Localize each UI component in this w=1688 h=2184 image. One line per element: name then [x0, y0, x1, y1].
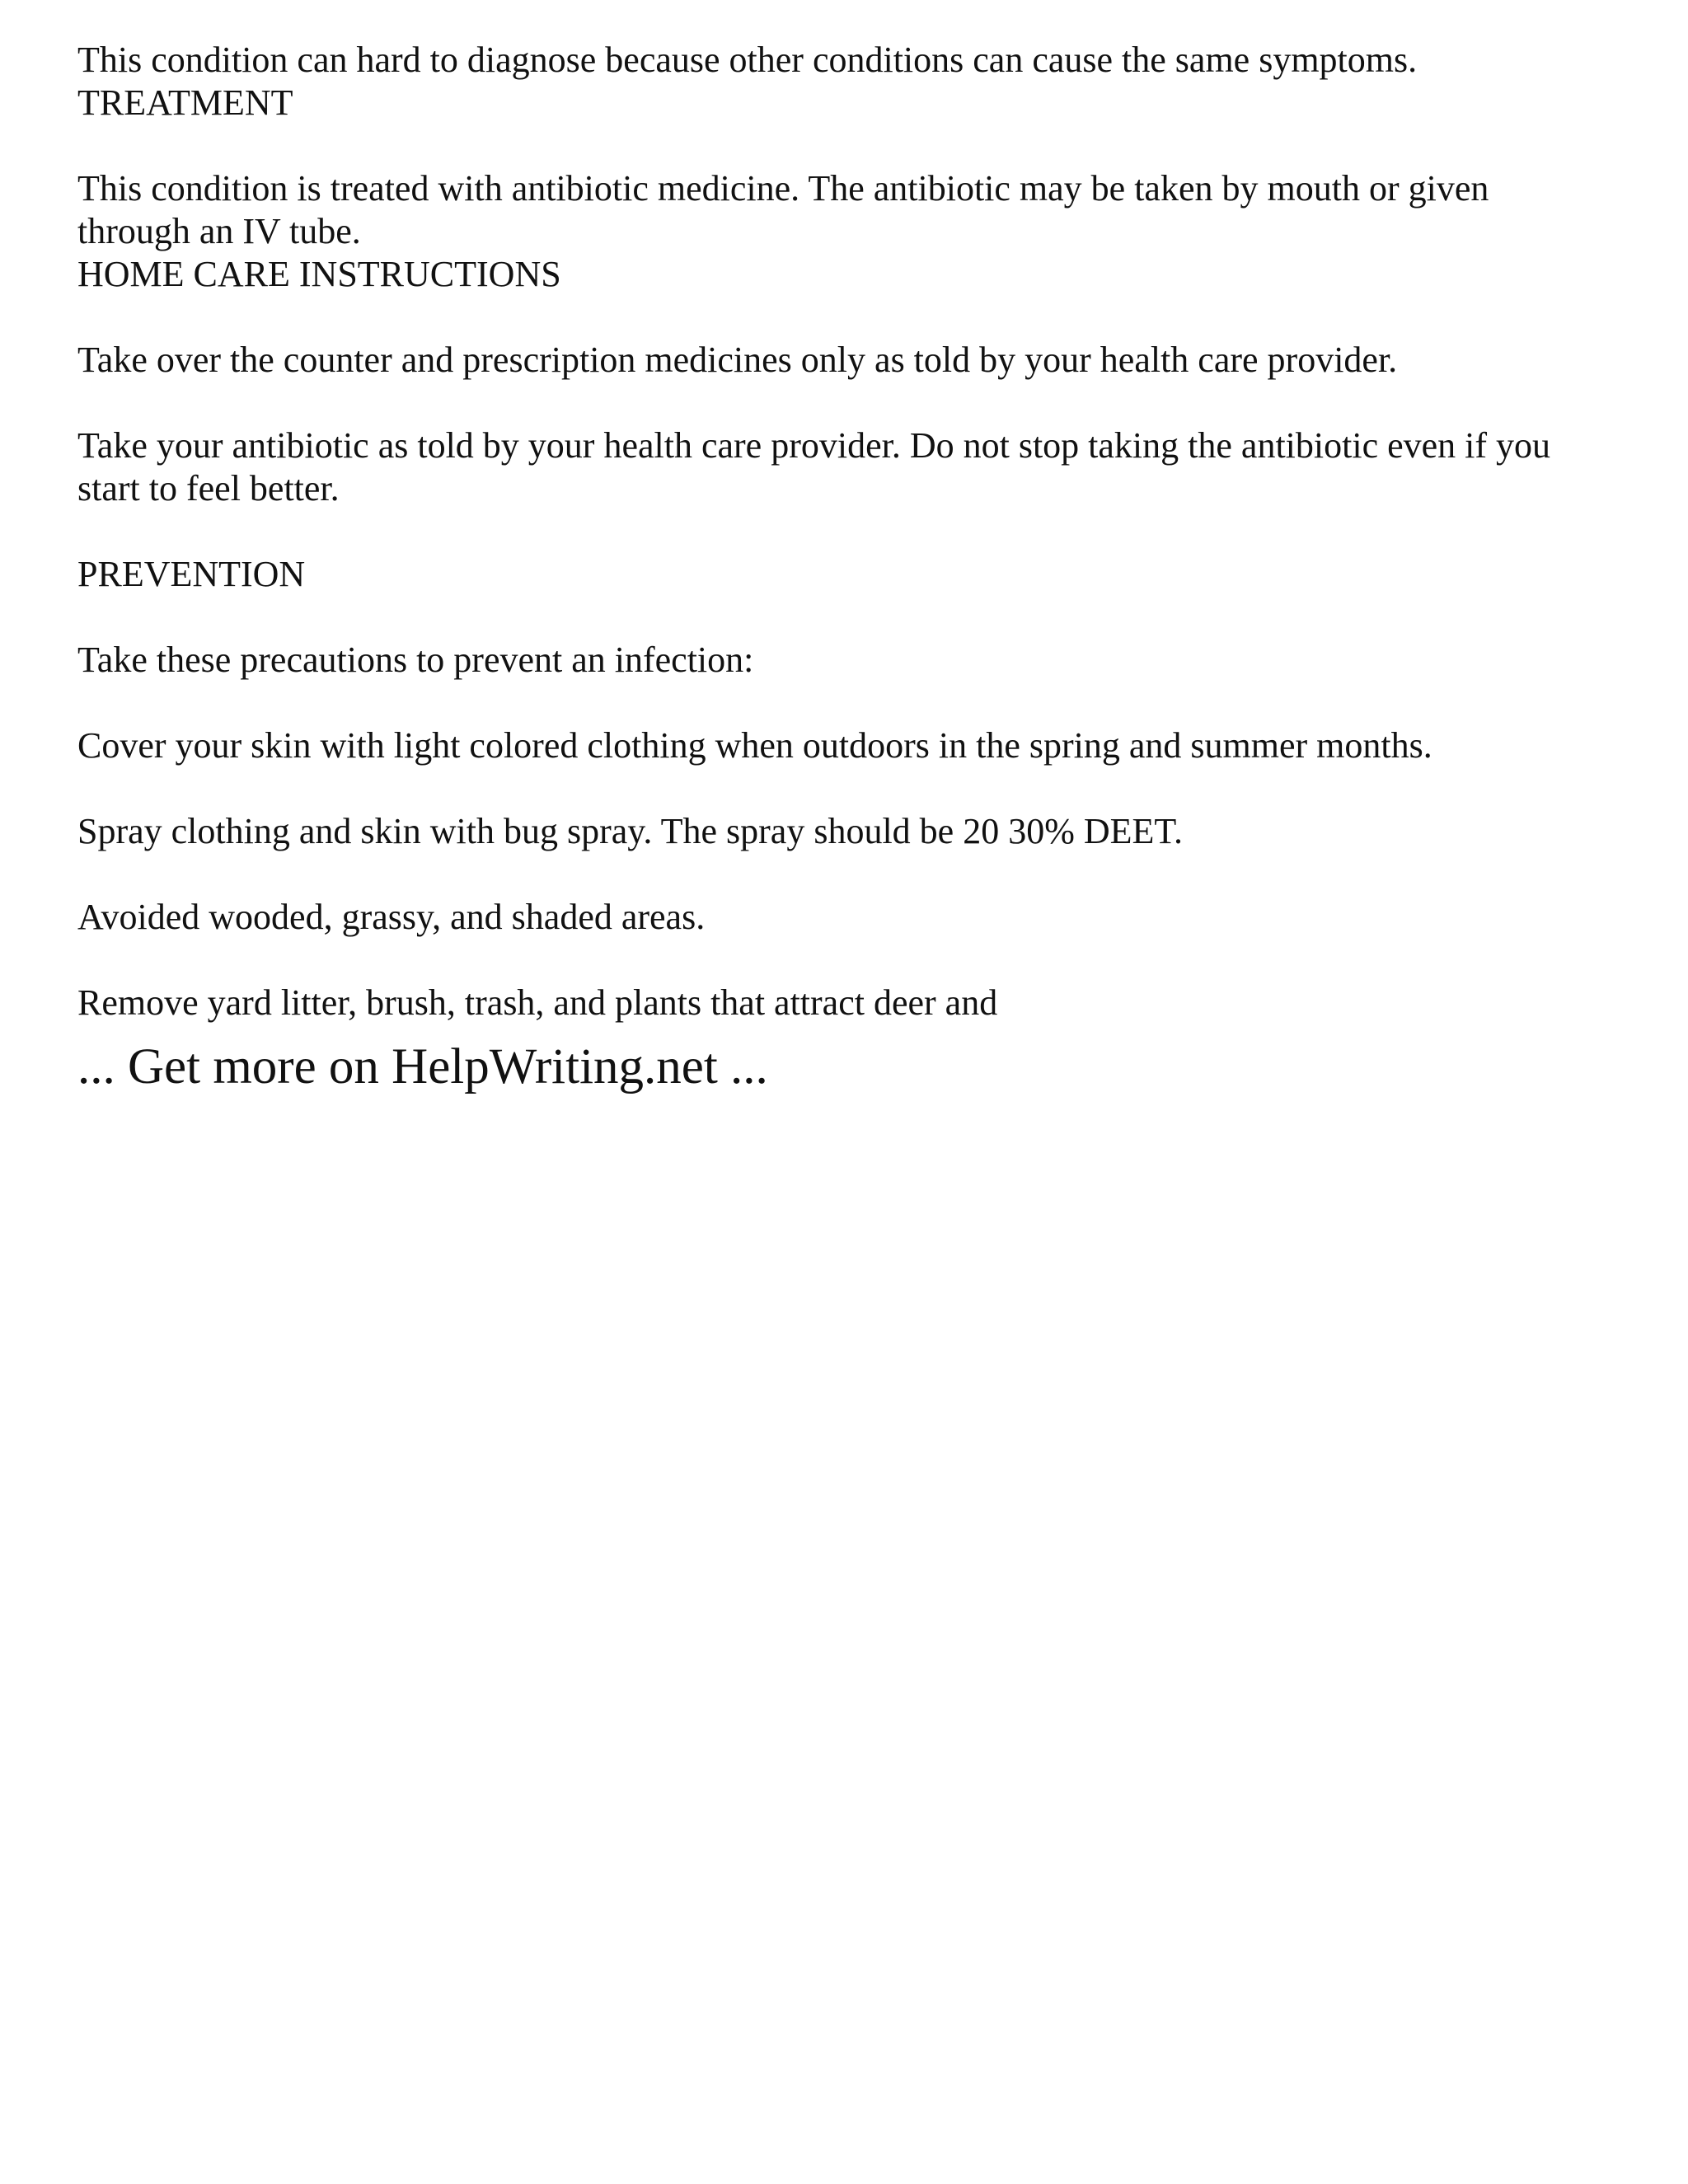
spacer — [77, 382, 1627, 424]
prevention-item-4: Remove yard litter, brush, trash, and plants that attract deer and — [77, 982, 998, 1023]
prevention-intro: Take these precautions to prevent an infection: — [77, 640, 754, 680]
prevention-item-3: Avoided wooded, grassy, and shaded areas. — [77, 897, 706, 937]
home-care-heading: HOME CARE INSTRUCTIONS — [77, 254, 561, 294]
prevention-item-2: Spray clothing and skin with bug spray. The spray should be 20 30% DEET. — [77, 811, 1183, 851]
spacer — [77, 939, 1627, 982]
treatment-heading: TREATMENT — [77, 82, 293, 123]
spacer — [77, 596, 1627, 639]
get-more-link[interactable]: ... Get more on HelpWriting.net ... — [77, 1039, 768, 1094]
prevention-item-1: Cover your skin with light colored clothing when outdoors in the spring and summer months. — [77, 725, 1432, 766]
document-page — [77, 39, 1627, 1097]
spacer — [77, 853, 1627, 896]
spacer — [77, 767, 1627, 810]
spacer — [77, 124, 1627, 167]
home-care-item-1: Take over the counter and prescription medicines only as told by your health care provider. — [77, 340, 1398, 380]
intro-paragraph: This condition can hard to diagnose because other conditions can cause the same symptoms. — [77, 40, 1418, 80]
prevention-heading: PREVENTION — [77, 554, 306, 594]
spacer — [77, 296, 1627, 339]
home-care-item-2-line-1: Take your antibiotic as told by your health care provider. Do not stop taking the antibiotic even if you — [77, 425, 1551, 466]
spacer — [77, 510, 1627, 553]
treatment-paragraph-line-1: This condition is treated with antibiotic medicine. The antibiotic may be taken by mouth or given — [77, 168, 1489, 209]
home-care-item-2-line-2: start to feel better. — [77, 468, 340, 509]
spacer — [77, 682, 1627, 724]
treatment-paragraph-line-2: through an IV tube. — [77, 211, 361, 251]
